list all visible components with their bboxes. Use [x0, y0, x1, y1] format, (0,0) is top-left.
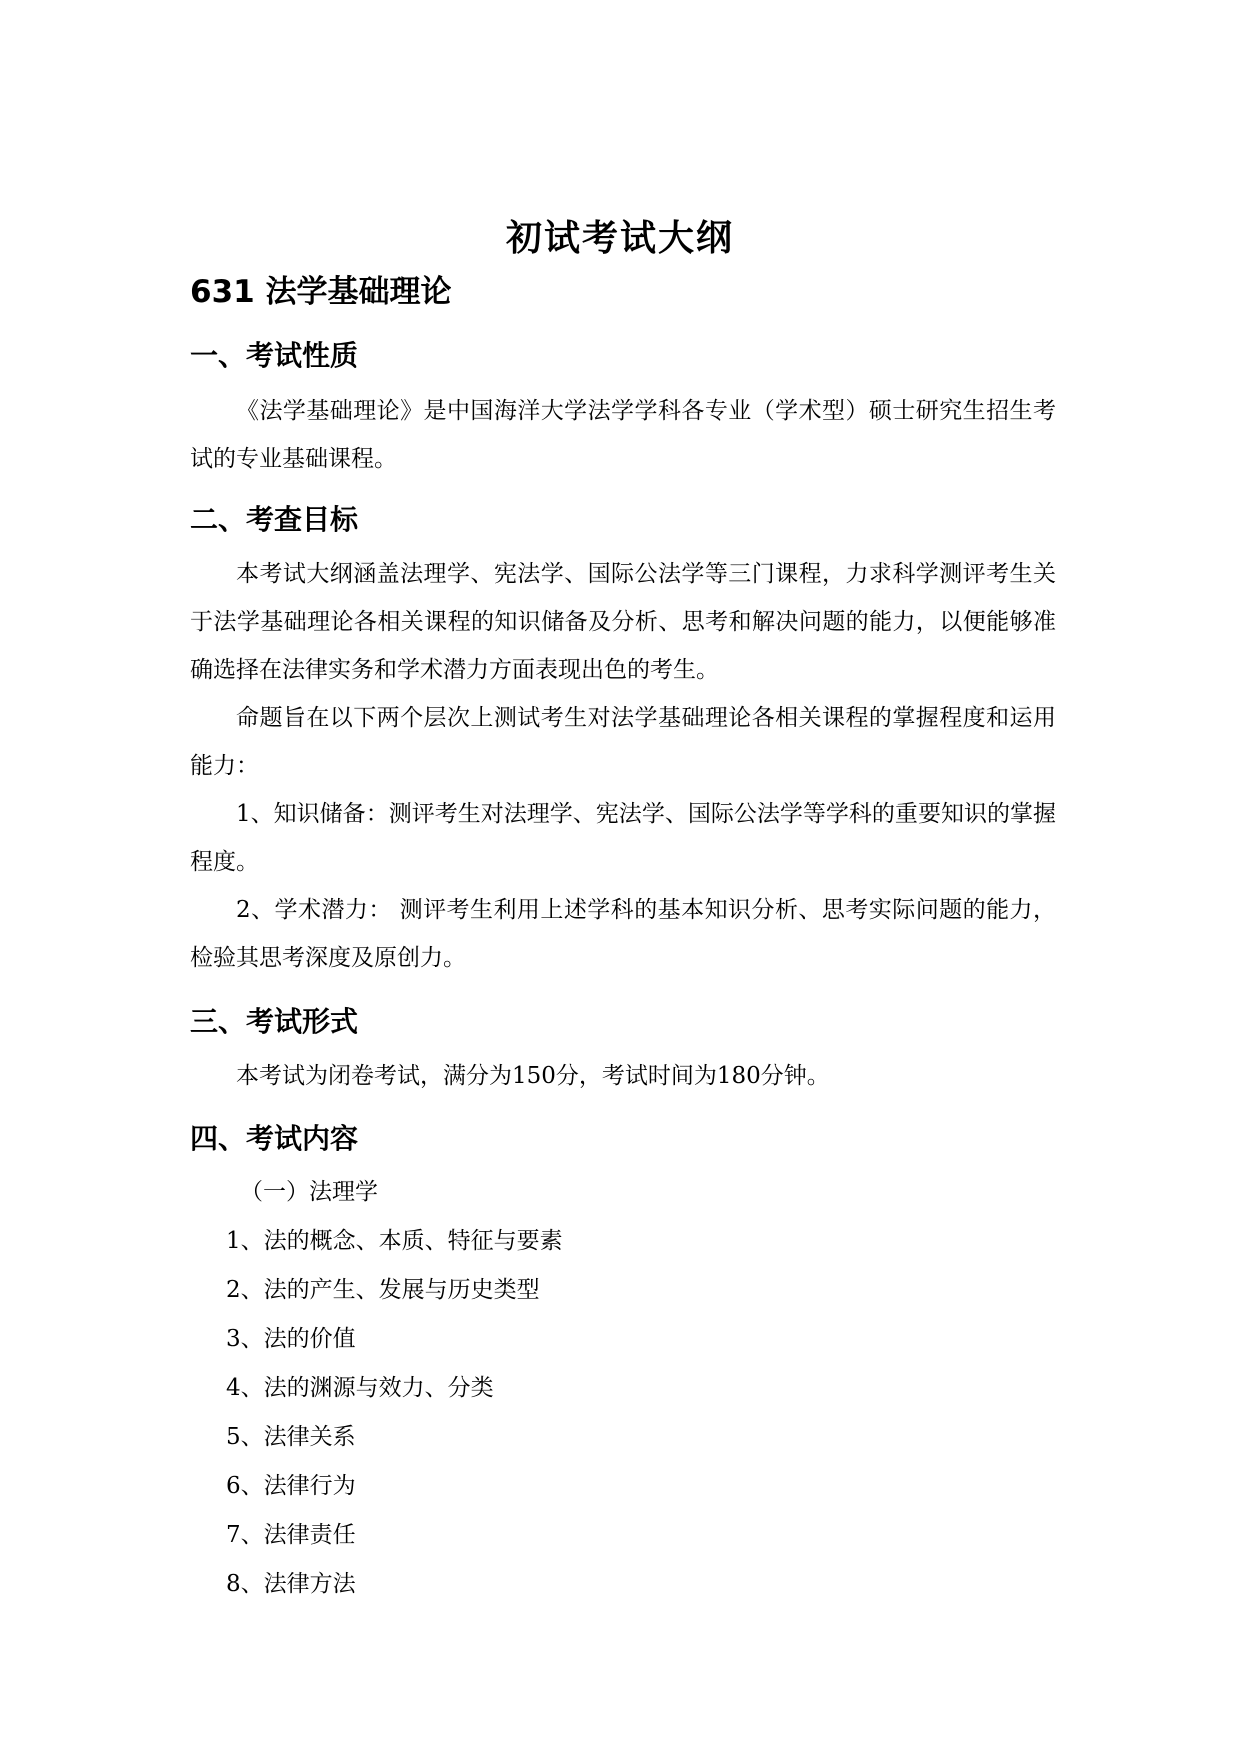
content-subheading: （一）法理学	[240, 1179, 378, 1205]
paragraph-objectives-1: 本考试大纲涵盖法理学、宪法学、国际公法学等三门课程，力求科学测评考生关于法学基础理论各相关课程的知识储备及分析、思考和解决问题的能力，以便能够准确选择在法律实务和学术潜力方面表现出色的考生。	[190, 561, 1056, 683]
list-item: 3、法的价值	[226, 1326, 356, 1352]
section-heading-form: 三、考试形式	[190, 1005, 359, 1038]
section-heading-objectives: 二、考查目标	[190, 503, 359, 536]
list-item: 5、法律关系	[226, 1424, 356, 1450]
list-item: 6、法律行为	[226, 1473, 356, 1499]
course-title: 631 法学基础理论	[190, 274, 452, 310]
paragraph-objectives-2: 命题旨在以下两个层次上测试考生对法学基础理论各相关课程的掌握程度和运用能力：	[190, 705, 1056, 779]
list-item: 1、法的概念、本质、特征与要素	[226, 1228, 563, 1254]
list-item: 8、法律方法	[226, 1571, 356, 1597]
paragraph-objectives-3: 1、知识储备：测评考生对法理学、宪法学、国际公法学等学科的重要知识的掌握程度。	[190, 801, 1056, 875]
list-item: 2、法的产生、发展与历史类型	[226, 1277, 540, 1303]
paragraph-nature-1: 《法学基础理论》是中国海洋大学法学学科各专业（学术型）硕士研究生招生考试的专业基础课程。	[190, 398, 1056, 472]
list-item: 7、法律责任	[226, 1522, 356, 1548]
section-heading-nature: 一、考试性质	[190, 339, 359, 372]
list-item: 4、法的渊源与效力、分类	[226, 1375, 494, 1401]
section-heading-content: 四、考试内容	[190, 1122, 359, 1155]
paragraph-objectives-4: 2、学术潜力： 测评考生利用上述学科的基本知识分析、思考实际问题的能力，检验其思考深度及原创力。	[190, 897, 1056, 971]
paragraph-form-1: 本考试为闭卷考试，满分为150分，考试时间为180分钟。	[236, 1063, 830, 1089]
document-title: 初试考试大纲	[505, 217, 734, 259]
